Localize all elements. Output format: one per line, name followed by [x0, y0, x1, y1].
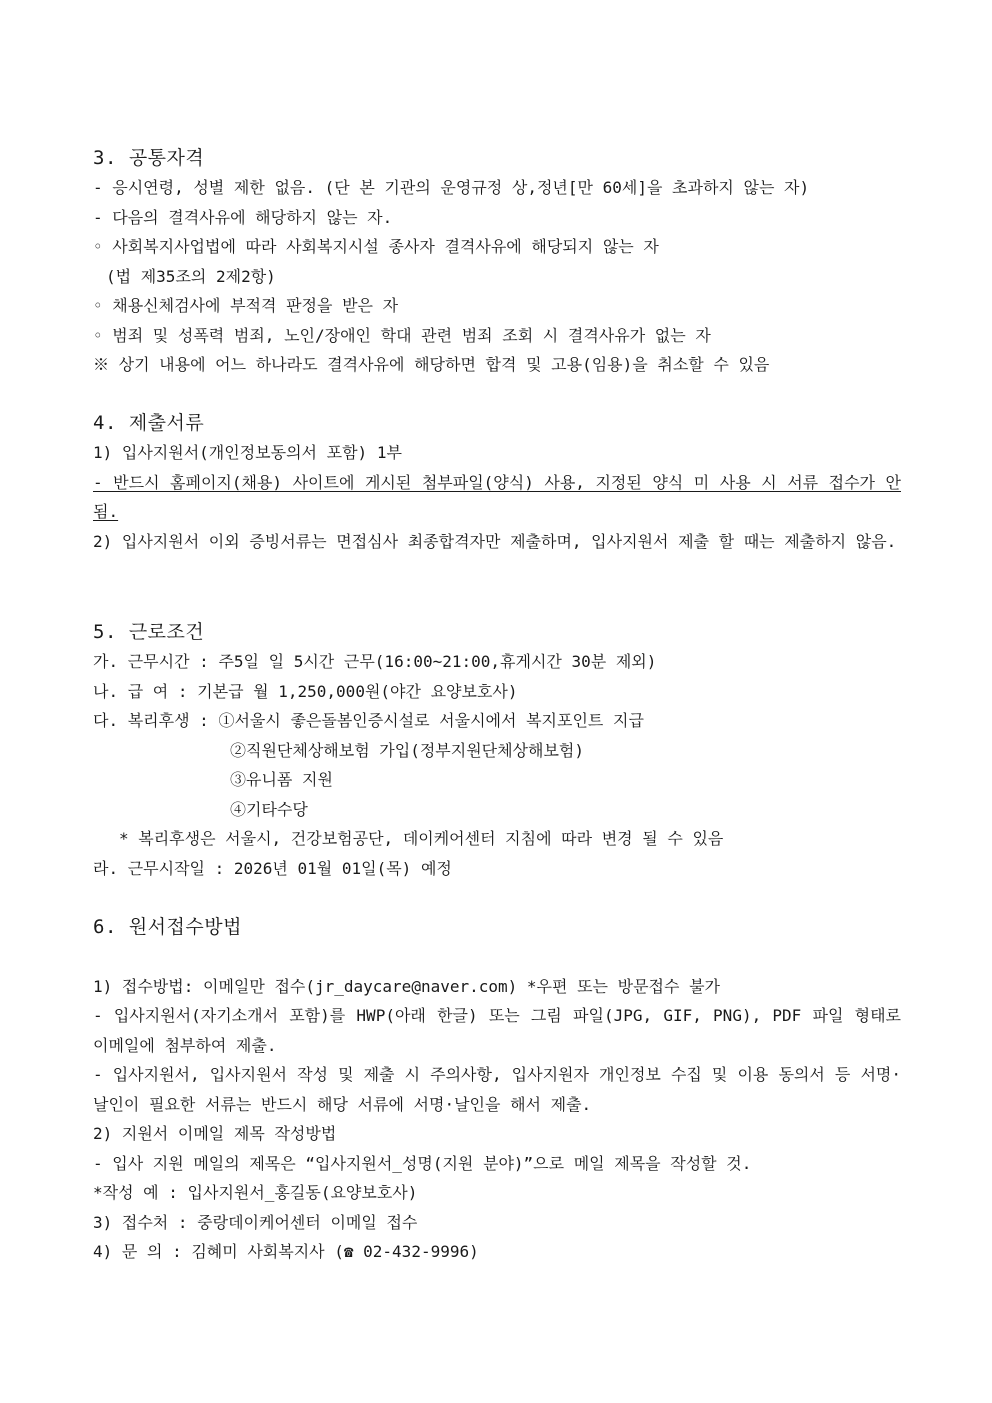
- list-item: 2) 입사지원서 이외 증빙서류는 면접심사 최종합격자만 제출하며, 입사지원서 제출 할 때는 제출하지 않음.: [93, 531, 897, 551]
- benefit-item: ③유니폼 지원: [230, 770, 333, 789]
- list-item: 1) 접수방법: 이메일만 접수(jr_daycare@naver.com) *우편 또는 방문접수 불가: [93, 976, 721, 996]
- list-item: (법 제35조의 2제2항): [106, 266, 276, 286]
- list-item: - 입사 지원 메일의 제목은 “입사지원서_성명(지원 분야)”으로 메일 제목을 작성할 것.: [93, 1153, 752, 1173]
- benefit-item: ②직원단체상해보험 가입(정부지원단체상해보험): [230, 740, 585, 760]
- section-application-method: [93, 912, 901, 1267]
- salary: 나. 급 여 : 기본급 월 1,250,000원(야간 요양보호사): [93, 681, 518, 701]
- section-required-documents: [93, 408, 901, 556]
- notice-line: ※ 상기 내용에 어느 하나라도 결격사유에 해당하면 합격 및 고용(임용)을 취소할 수 있음: [93, 355, 770, 374]
- benefits: 다. 복리후생 : ①서울시 좋은돌봄인증시설로 서울시에서 복지포인트 지급: [93, 711, 644, 730]
- section-title: 5. 근로조건: [93, 621, 205, 643]
- underlined-notice: - 반드시 홈페이지(채용) 사이트에 게시된 첨부파일(양식) 사용, 지정된 양식 미 사용 시 서류 접수가 안됨.: [93, 472, 901, 521]
- section-working-conditions: [93, 617, 901, 883]
- list-item: - 다음의 결격사유에 해당하지 않는 자.: [93, 207, 393, 227]
- contact-line: 4) 문 의 : 김혜미 사회복지사 (☎ 02-432-9996): [93, 1242, 479, 1261]
- list-item: - 응시연령, 성별 제한 없음. (단 본 기관의 운영규정 상,정년[만 60세]을 초과하지 않는 자): [93, 178, 810, 197]
- section-title: 4. 제출서류: [93, 412, 205, 434]
- start-date: 라. 근무시작일 : 2026년 01월 01일(목) 예정: [93, 858, 452, 878]
- list-item: *작성 예 : 입사지원서_홍길동(요양보호사): [93, 1183, 418, 1202]
- benefit-note: * 복리후생은 서울시, 건강보험공단, 데이케어센터 지침에 따라 변경 될 수 있음: [119, 829, 724, 848]
- list-item: - 입사지원서, 입사지원서 작성 및 제출 시 주의사항, 입사지원자 개인정보 수집 및 이용 동의서 등 서명·날인이 필요한 서류는 반드시 해당 서류에 서명·날인을 해서 제출.: [93, 1065, 901, 1114]
- section-title: 6. 원서접수방법: [93, 916, 242, 938]
- section-common-qualifications: [93, 143, 901, 380]
- list-item: 2) 지원서 이메일 제목 작성방법: [93, 1124, 337, 1143]
- list-item: 1) 입사지원서(개인정보동의서 포함) 1부: [93, 443, 402, 462]
- section-title: 3. 공통자격: [93, 147, 205, 169]
- list-item: 3) 접수처 : 중랑데이케어센터 이메일 접수: [93, 1212, 418, 1232]
- benefit-item: ④기타수당: [230, 799, 308, 819]
- list-item: ◦ 범죄 및 성폭력 범죄, 노인/장애인 학대 관련 범죄 조회 시 결격사유가 없는 자: [93, 325, 711, 345]
- list-item: ◦ 채용신체검사에 부적격 판정을 받은 자: [93, 296, 399, 315]
- list-item: - 입사지원서(자기소개서 포함)를 HWP(아래 한글) 또는 그림 파일(JPG, GIF, PNG), PDF 파일 형태로 이메일에 첨부하여 제출.: [93, 1006, 901, 1055]
- list-item: ◦ 사회복지사업법에 따라 사회복지시설 종사자 결격사유에 해당되지 않는 자: [93, 237, 659, 256]
- working-hours: 가. 근무시간 : 주5일 일 5시간 근무(16:00~21:00,휴게시간 30분 제외): [93, 652, 657, 671]
